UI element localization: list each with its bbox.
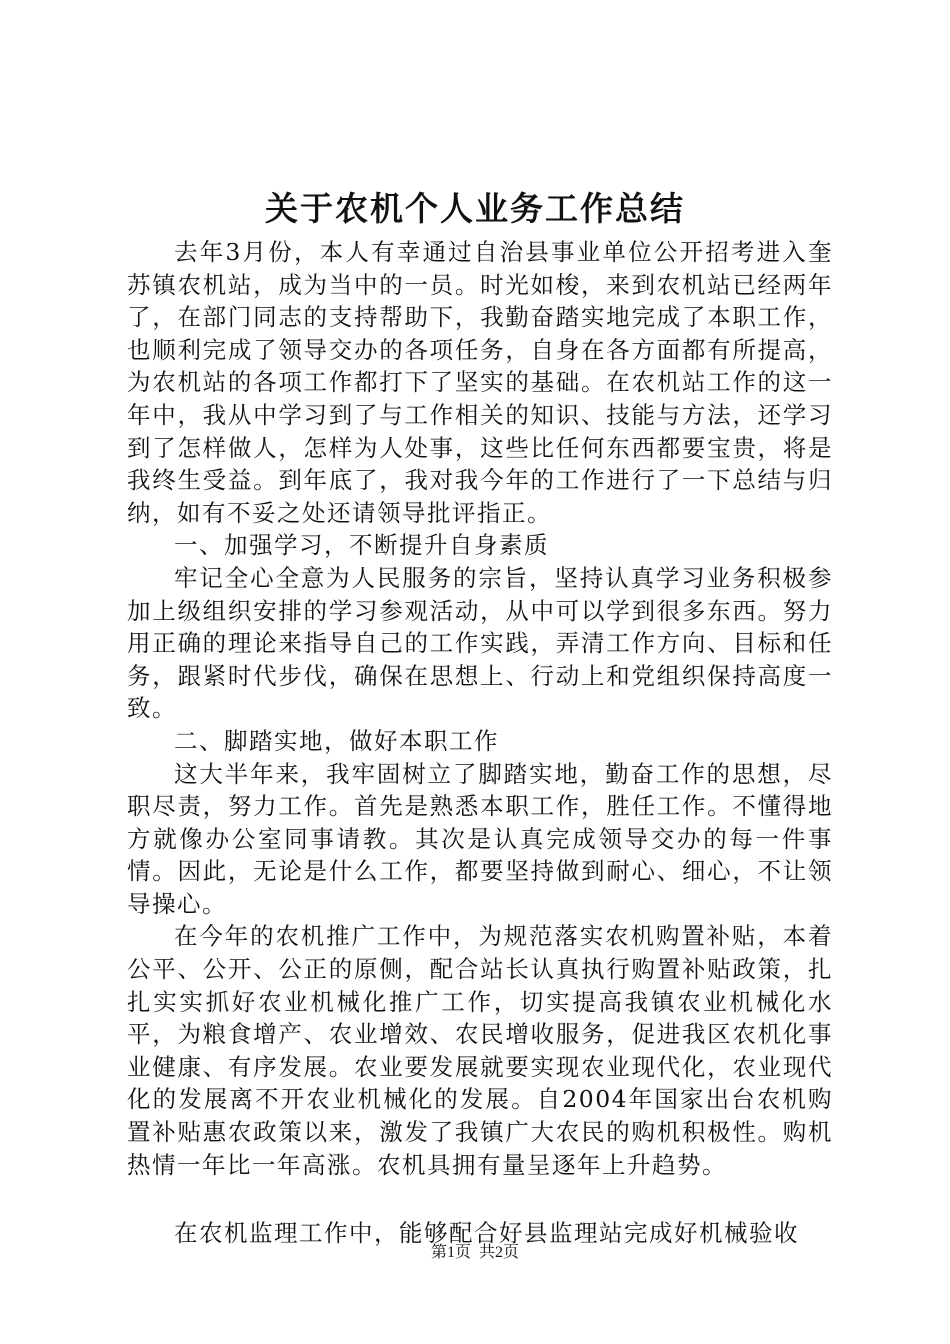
paragraph-promotion: 在今年的农机推广工作中，为规范落实农机购置补贴，本着公平、公开、公正的原侧，配合站长认真执行购置补贴政策，扎扎实实抓好农业机械化推广工作，切实提高我镇农业机械化水平，为粮食增产、农业增效、农民增收服务，促进我区农机化事业健康、有序发展。农业要发展就要实现农业现代化，农业现代化的发展离不开农业机械化的发展。自2004年国家出台农机购置补贴惠农政策以来，激发了我镇广大农民的购机积极性。购机热情一年比一年高涨。农机具拥有量呈逐年上升趋势。 xyxy=(127,922,833,1179)
paragraph-intro: 去年3月份，本人有幸通过自治县事业单位公开招考进入奎苏镇农机站，成为当中的一员。时光如梭，来到农机站已经两年了，在部门同志的支持帮助下，我勤奋踏实地完成了本职工作，也顺利完成了领导交办的各项任务，自身在各方面都有所提高，为农机站的各项工作都打下了坚实的基础。在农机站工作的这一年中，我从中学习到了与工作相关的知识、技能与方法，还学习到了怎样做人，怎样为人处事，这些比任何东西都要宝贵，将是我终生受益。到年底了，我对我今年的工作进行了一下总结与归纳，如有不妥之处还请领导批评指正。 xyxy=(127,238,833,527)
document-body xyxy=(127,236,833,1250)
section-heading-2: 二、脚踏实地，做好本职工作 xyxy=(174,726,499,755)
document-title: 关于农机个人业务工作总结 xyxy=(265,189,685,228)
section-heading-1: 一、加强学习，不断提升自身素质 xyxy=(174,531,549,560)
paragraph-duty: 这大半年来，我牢固树立了脚踏实地，勤奋工作的思想，尽职尽责，努力工作。首先是熟悉本职工作，胜任工作。不懂得地方就像办公室同事请教。其次是认真完成领导交办的每一件事情。因此，无论是什么工作，都要坚持做到耐心、细心，不让领导操心。 xyxy=(127,759,833,918)
paragraph-study: 牢记全心全意为人民服务的宗旨，坚持认真学习业务积极参加上级组织安排的学习参观活动，从中可以学到很多东西。努力用正确的理论来指导自己的工作实践，弄清工作方向、目标和任务，跟紧时代步伐，确保在思想上、行动上和党组织保持高度一致。 xyxy=(127,563,833,723)
paragraph-gap xyxy=(127,1181,833,1217)
paragraph-supervision: 在农机监理工作中，能够配合好县监理站完成好机械验收 xyxy=(174,1219,799,1248)
page-footer: 第1页 共2页 xyxy=(430,1244,519,1261)
